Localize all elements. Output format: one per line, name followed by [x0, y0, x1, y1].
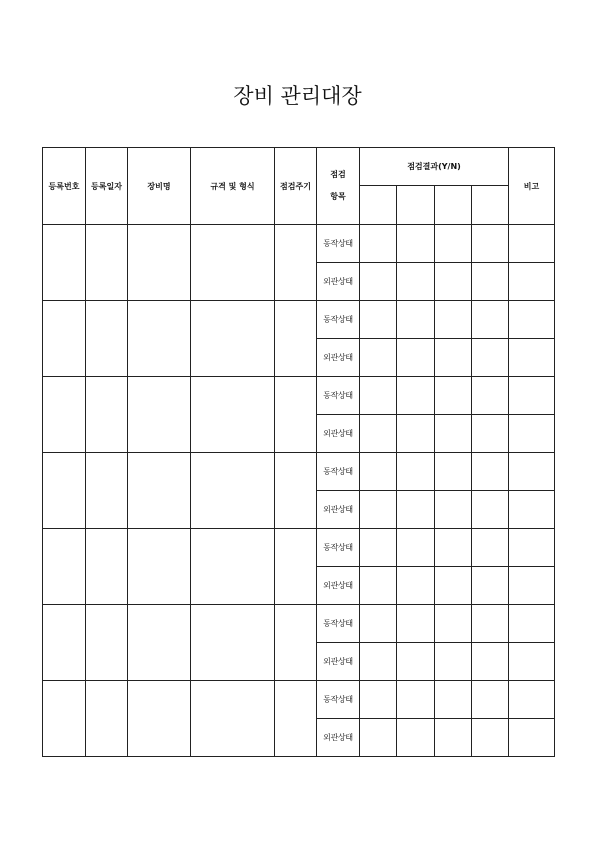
header-result-col-4: [472, 186, 509, 225]
check-result-cell[interactable]: [472, 415, 509, 453]
check-result-cell[interactable]: [360, 263, 397, 301]
check-item-label: 동작상태: [317, 453, 360, 491]
check-result-cell[interactable]: [472, 567, 509, 605]
header-check-item-line2: 항목: [330, 192, 346, 201]
table-row: [43, 377, 555, 415]
reg-date-cell[interactable]: [86, 377, 128, 453]
note-cell[interactable]: [509, 567, 555, 605]
cycle-cell[interactable]: [275, 301, 317, 377]
check-result-cell[interactable]: [397, 681, 435, 719]
table-row: [43, 529, 555, 567]
check-result-cell[interactable]: [472, 529, 509, 567]
table-row: [43, 453, 555, 491]
spec-cell[interactable]: [191, 529, 275, 605]
check-result-cell[interactable]: [435, 567, 472, 605]
reg-date-cell[interactable]: [86, 453, 128, 529]
spec-cell[interactable]: [191, 453, 275, 529]
header-row: [43, 148, 555, 186]
equip-name-cell[interactable]: [128, 529, 191, 605]
check-result-cell[interactable]: [397, 301, 435, 339]
note-cell[interactable]: [509, 225, 555, 263]
check-result-cell[interactable]: [435, 339, 472, 377]
spec-cell[interactable]: [191, 225, 275, 301]
spec-cell[interactable]: [191, 377, 275, 453]
cycle-cell[interactable]: [275, 681, 317, 757]
equip-name-cell[interactable]: [128, 453, 191, 529]
check-result-cell[interactable]: [360, 491, 397, 529]
check-item-label: 동작상태: [317, 529, 360, 567]
note-cell[interactable]: [509, 339, 555, 377]
check-result-cell[interactable]: [472, 453, 509, 491]
note-cell[interactable]: [509, 415, 555, 453]
note-cell[interactable]: [509, 681, 555, 719]
header-check-item-line1: 점검: [330, 170, 346, 179]
table-row: [43, 225, 555, 263]
header-note: 비고: [509, 148, 555, 225]
header-reg-date: 등록일자: [86, 148, 128, 225]
check-result-cell[interactable]: [397, 605, 435, 643]
check-result-cell[interactable]: [397, 339, 435, 377]
table-row: [43, 681, 555, 719]
note-cell[interactable]: [509, 377, 555, 415]
table-row: [43, 301, 555, 339]
check-result-cell[interactable]: [435, 225, 472, 263]
check-result-cell[interactable]: [472, 681, 509, 719]
equip-name-cell[interactable]: [128, 605, 191, 681]
reg-no-cell[interactable]: [43, 377, 86, 453]
header-cycle: 점검주기: [275, 148, 317, 225]
check-result-cell[interactable]: [360, 415, 397, 453]
check-result-cell[interactable]: [435, 719, 472, 757]
check-result-cell[interactable]: [435, 377, 472, 415]
check-result-cell[interactable]: [360, 605, 397, 643]
check-result-cell[interactable]: [397, 415, 435, 453]
check-item-label: 외관상태: [317, 415, 360, 453]
check-result-cell[interactable]: [472, 491, 509, 529]
reg-date-cell[interactable]: [86, 605, 128, 681]
equip-name-cell[interactable]: [128, 225, 191, 301]
reg-date-cell[interactable]: [86, 225, 128, 301]
cycle-cell[interactable]: [275, 453, 317, 529]
check-result-cell[interactable]: [397, 567, 435, 605]
equip-name-cell[interactable]: [128, 301, 191, 377]
reg-no-cell[interactable]: [43, 529, 86, 605]
check-result-cell[interactable]: [472, 301, 509, 339]
check-result-cell[interactable]: [360, 643, 397, 681]
header-check-result: 점검결과(Y/N): [360, 148, 509, 186]
check-item-label: 동작상태: [317, 377, 360, 415]
check-result-cell[interactable]: [435, 263, 472, 301]
check-result-cell[interactable]: [397, 529, 435, 567]
check-result-cell[interactable]: [397, 643, 435, 681]
check-result-cell[interactable]: [397, 453, 435, 491]
table-row: [43, 605, 555, 643]
check-result-cell[interactable]: [397, 491, 435, 529]
note-cell[interactable]: [509, 529, 555, 567]
note-cell[interactable]: [509, 301, 555, 339]
equip-name-cell[interactable]: [128, 377, 191, 453]
spec-cell[interactable]: [191, 605, 275, 681]
check-result-cell[interactable]: [360, 225, 397, 263]
check-result-cell[interactable]: [397, 225, 435, 263]
spec-cell[interactable]: [191, 681, 275, 757]
check-result-cell[interactable]: [435, 415, 472, 453]
check-item-label: 동작상태: [317, 681, 360, 719]
check-result-cell[interactable]: [472, 643, 509, 681]
check-result-cell[interactable]: [472, 339, 509, 377]
check-result-cell[interactable]: [472, 263, 509, 301]
cycle-cell[interactable]: [275, 377, 317, 453]
check-result-cell[interactable]: [360, 453, 397, 491]
note-cell[interactable]: [509, 643, 555, 681]
check-item-label: 외관상태: [317, 339, 360, 377]
check-result-cell[interactable]: [472, 377, 509, 415]
note-cell[interactable]: [509, 491, 555, 529]
check-result-cell[interactable]: [397, 263, 435, 301]
check-result-cell[interactable]: [472, 719, 509, 757]
header-result-col-3: [435, 186, 472, 225]
check-result-cell[interactable]: [472, 225, 509, 263]
header-reg-no: 등록번호: [43, 148, 86, 225]
check-result-cell[interactable]: [397, 719, 435, 757]
note-cell[interactable]: [509, 263, 555, 301]
check-result-cell[interactable]: [360, 567, 397, 605]
reg-date-cell[interactable]: [86, 301, 128, 377]
reg-no-cell[interactable]: [43, 301, 86, 377]
check-result-cell[interactable]: [435, 491, 472, 529]
check-result-cell[interactable]: [360, 719, 397, 757]
header-result-col-2: [397, 186, 435, 225]
check-item-label: 외관상태: [317, 719, 360, 757]
check-result-cell[interactable]: [435, 605, 472, 643]
check-item-label: 외관상태: [317, 491, 360, 529]
check-result-cell[interactable]: [397, 377, 435, 415]
check-item-label: 동작상태: [317, 301, 360, 339]
check-result-cell[interactable]: [360, 681, 397, 719]
check-result-cell[interactable]: [435, 453, 472, 491]
cycle-cell[interactable]: [275, 529, 317, 605]
header-result-col-1: [360, 186, 397, 225]
check-result-cell[interactable]: [435, 681, 472, 719]
check-item-label: 외관상태: [317, 263, 360, 301]
check-result-cell[interactable]: [472, 605, 509, 643]
table-header: [43, 148, 555, 225]
reg-no-cell[interactable]: [43, 681, 86, 757]
equipment-ledger-table: [42, 147, 555, 757]
check-result-cell[interactable]: [360, 301, 397, 339]
check-result-cell[interactable]: [360, 339, 397, 377]
cycle-cell[interactable]: [275, 225, 317, 301]
reg-no-cell[interactable]: [43, 225, 86, 301]
check-result-cell[interactable]: [435, 301, 472, 339]
reg-no-cell[interactable]: [43, 605, 86, 681]
check-item-label: 동작상태: [317, 605, 360, 643]
check-result-cell[interactable]: [435, 529, 472, 567]
reg-date-cell[interactable]: [86, 529, 128, 605]
check-result-cell[interactable]: [360, 377, 397, 415]
check-result-cell[interactable]: [435, 643, 472, 681]
check-result-cell[interactable]: [360, 529, 397, 567]
equip-name-cell[interactable]: [128, 681, 191, 757]
reg-no-cell[interactable]: [43, 453, 86, 529]
check-item-label: 동작상태: [317, 225, 360, 263]
note-cell[interactable]: [509, 719, 555, 757]
check-item-label: 외관상태: [317, 567, 360, 605]
spec-cell[interactable]: [191, 301, 275, 377]
reg-date-cell[interactable]: [86, 681, 128, 757]
cycle-cell[interactable]: [275, 605, 317, 681]
header-check-item: [317, 148, 360, 225]
page-title: 장비 관리대장: [233, 84, 362, 108]
note-cell[interactable]: [509, 605, 555, 643]
table-body: [43, 225, 555, 757]
header-equip-name: 장비명: [128, 148, 191, 225]
note-cell[interactable]: [509, 453, 555, 491]
header-spec: 규격 및 형식: [191, 148, 275, 225]
check-item-label: 외관상태: [317, 643, 360, 681]
